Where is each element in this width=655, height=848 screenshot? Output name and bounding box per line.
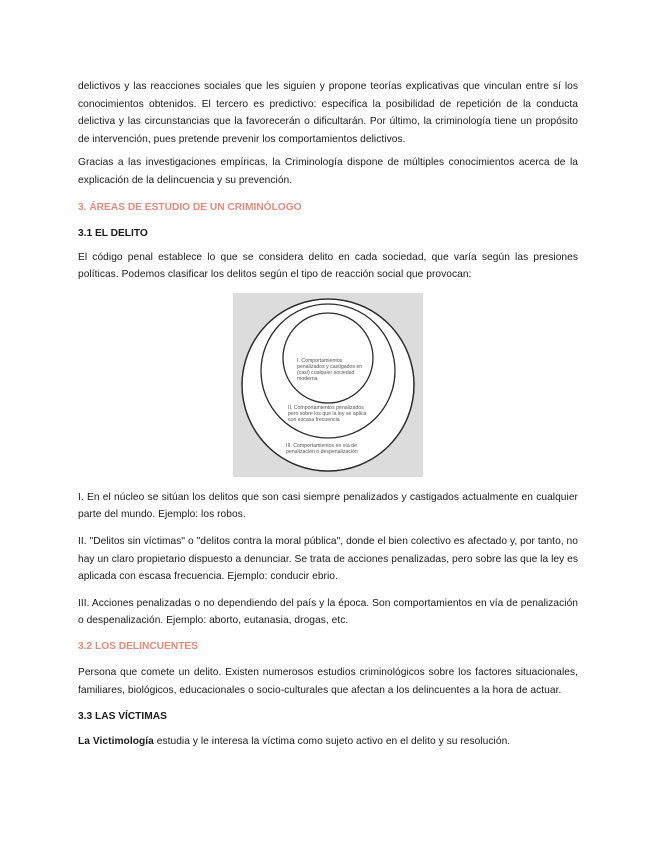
delito-paragraph: El código penal establece lo que se considera delito en cada sociedad, que varía según las presiones políticas. Podemos clasificar los delitos según el tipo de reacción social que provocan: (78, 251, 578, 281)
document-page (78, 78, 578, 751)
outer-label-line-1: III. Comportamientos en vía de (286, 442, 357, 449)
outer-label-line-2: penalización o despenalización (286, 448, 358, 455)
victimas-paragraph (78, 733, 578, 751)
intro-paragraph-1: delictivos y las reacciones sociales que les siguien y propone teorías explicativas que vinculan entre sí los conocimientos obtenidos. El tercero es predictivo: especifica la posibilidad de repetición de la conducta delictiva y las circunstancias que la favorecerán o dificultarán. Por último, la criminología tiene un propósito de intervención, pues pretende prevenir los comportamientos delictivos. (78, 81, 578, 145)
circles-diagram (233, 293, 423, 477)
subsection-3-1-heading: 3.1 EL DELITO (78, 227, 148, 239)
inner-label-line-3: (casi) cualquier sociedad (297, 369, 355, 376)
delito-item-2: II. "Delitos sin víctimas" o "delitos contra la moral pública", donde el bien colectivo es afectado y, por tanto, no hay un claro propietario dispuesto a denunciar. Se trata de acciones penalizadas, pero sobre las que la ley es aplicada con escasa frecuencia. Ejemplo: conducir ebrio. (78, 535, 578, 583)
victimas-text: estudia y le interesa la víctima como sujeto activo en el delito y su resolución. (153, 736, 511, 748)
subsection-3-3-heading: 3.3 LAS VÍCTIMAS (78, 711, 167, 723)
inner-label-line-4: moderna (297, 375, 318, 382)
subsection-3-2-heading: 3.2 LOS DELINCUENTES (78, 640, 199, 652)
middle-label-line-2: pero sobre los que la ley se aplica (288, 410, 367, 417)
section-3-heading: 3. ÁREAS DE ESTUDIO DE UN CRIMINÓLOGO (78, 201, 302, 213)
middle-label-line-1: II. Comportamientos penalizados (288, 404, 364, 411)
concentric-circles-figure (233, 293, 423, 477)
delito-item-3: III. Acciones penalizadas o no dependiendo del país y la época. Son comportamientos en vía de penalización o despenalización. Ejemplo: aborto, eutanasia, drogas, etc. (78, 597, 578, 627)
intro-paragraph-2: Gracias a las investigaciones empíricas, la Criminología dispone de múltiples conocimientos acerca de la explicación de la delincuencia y su prevención. (78, 157, 578, 186)
delincuentes-paragraph: Persona que comete un delito. Existen numerosos estudios criminológicos sobre los factores situacionales, familiares, biológicos, educacionales o socio-culturales que afectan a los delincuentes a la hora de actuar. (78, 666, 578, 696)
inner-label-line-2: penalizados y castigados en (297, 363, 363, 370)
victimologia-term: La Victimología (78, 736, 154, 748)
inner-label-line-1: I. Comportamientos (297, 357, 343, 364)
middle-label-line-3: con escasa frecuencia (288, 416, 340, 423)
delito-item-1: I. En el núcleo se sitúan los delitos que son casi siempre penalizados y castigados actualmente en cualquier parte del mundo. Ejemplo: los robos. (78, 491, 578, 521)
